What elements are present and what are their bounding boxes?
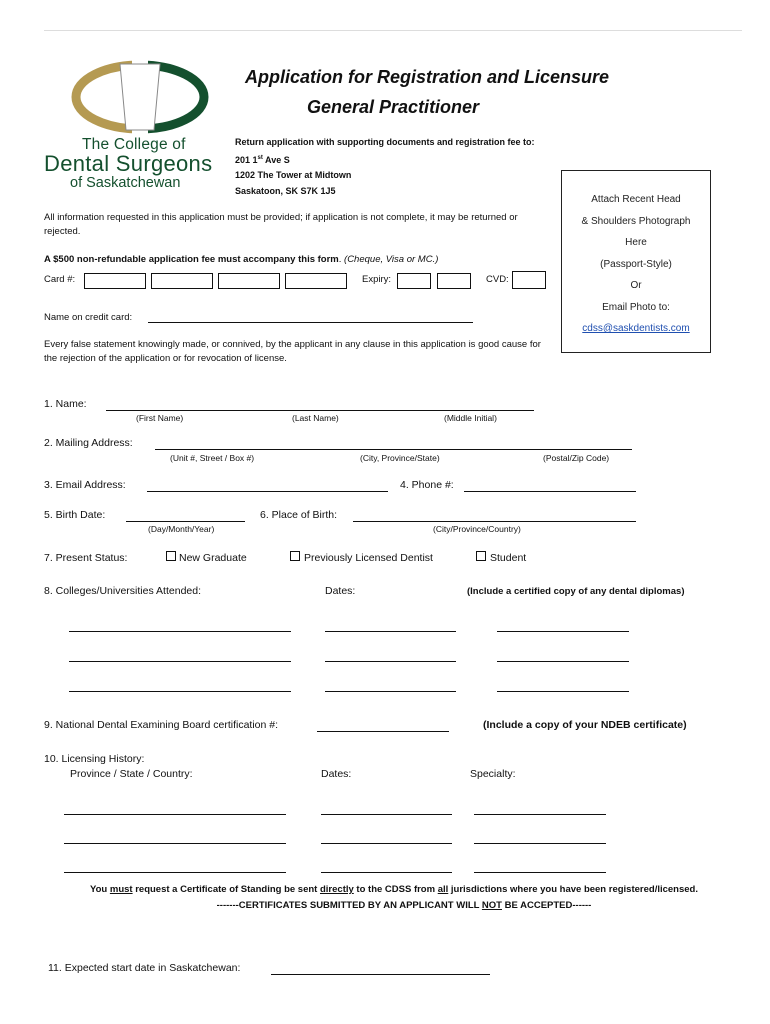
card-label: Card #: <box>44 274 76 285</box>
address-line3: Saskatoon, SK S7K 1J5 <box>235 185 336 196</box>
logo-text-line1: The College of <box>82 136 186 153</box>
top-rule <box>44 30 742 31</box>
licensing-dates-field[interactable] <box>321 872 452 873</box>
photo-box-line: Or <box>630 280 642 291</box>
q11-label: 11. Expected start date in Saskatchewan: <box>48 962 241 974</box>
q6-label: 6. Place of Birth: <box>260 509 338 521</box>
return-intro: Return application with supporting documents and registration fee to: <box>235 137 535 147</box>
college-field[interactable] <box>69 661 291 662</box>
q7-label: 7. Present Status: <box>44 552 128 564</box>
q10-specialty-label: Specialty: <box>470 768 516 780</box>
expiry-label: Expiry: <box>362 274 392 285</box>
college-extra-field[interactable] <box>497 631 629 632</box>
college-dates-field[interactable] <box>325 691 456 692</box>
card-number-box-1[interactable] <box>84 273 146 289</box>
email-link[interactable]: cdss@saskdentists.com <box>582 323 690 334</box>
name-on-card-field[interactable] <box>148 322 473 323</box>
licensing-specialty-field[interactable] <box>474 814 606 815</box>
photo-box-line: Attach Recent Head <box>591 194 681 205</box>
q8-dates-label: Dates: <box>325 585 356 597</box>
postal-code-caption: (Postal/Zip Code) <box>543 453 610 463</box>
photo-box-line: Here <box>625 237 647 248</box>
q2-label: 2. Mailing Address: <box>44 437 133 449</box>
licensing-specialty-field[interactable] <box>474 843 606 844</box>
licensing-dates-field[interactable] <box>321 843 452 844</box>
city-province-caption: (City, Province/State) <box>360 453 440 463</box>
photo-box-line: & Shoulders Photograph <box>581 215 691 227</box>
form-title: Application for Registration and Licensure <box>245 67 610 87</box>
licensing-province-field[interactable] <box>64 843 286 844</box>
unit-street-caption: (Unit #, Street / Box #) <box>170 453 255 463</box>
q8-label: 8. Colleges/Universities Attended: <box>44 585 202 597</box>
expiry-year-box[interactable] <box>437 273 471 289</box>
form-subtitle: General Practitioner <box>307 97 480 117</box>
return-address <box>235 135 535 199</box>
photo-box <box>561 170 711 353</box>
name-field[interactable] <box>106 410 534 411</box>
licensing-dates-field[interactable] <box>321 814 452 815</box>
q3-label: 3. Email Address: <box>44 479 126 491</box>
address-line1: 201 1st Ave S <box>235 154 290 165</box>
cvd-label: CVD: <box>486 274 509 285</box>
mailing-address-field[interactable] <box>155 449 632 450</box>
college-dates-field[interactable] <box>325 631 456 632</box>
place-of-birth-field[interactable] <box>353 521 636 522</box>
college-field[interactable] <box>69 631 291 632</box>
photo-box-line: Email Photo to: <box>602 301 670 313</box>
licensing-province-field[interactable] <box>64 814 286 815</box>
logo-text-line3: of Saskatchewan <box>70 175 181 191</box>
photo-box-line: (Passport-Style) <box>600 258 672 270</box>
student-checkbox[interactable] <box>476 551 486 561</box>
phone-field[interactable] <box>464 491 636 492</box>
college-field[interactable] <box>69 691 291 692</box>
middle-initial-caption: (Middle Initial) <box>444 413 497 423</box>
college-dates-field[interactable] <box>325 661 456 662</box>
last-name-caption: (Last Name) <box>292 413 339 423</box>
q9-label: 9. National Dental Examining Board certification #: <box>44 719 279 731</box>
q10-province-label: Province / State / Country: <box>70 768 193 780</box>
q5-label: 5. Birth Date: <box>44 509 106 521</box>
card-number-box-4[interactable] <box>285 273 347 289</box>
start-date-field[interactable] <box>271 974 490 975</box>
info-required-text: All information requested in this application must be provided; if application is not complete, it may be returned or rejected. <box>44 212 518 237</box>
birth-date-caption: (Day/Month/Year) <box>148 524 215 534</box>
college-extra-field[interactable] <box>497 691 629 692</box>
cvd-box[interactable] <box>512 271 546 289</box>
q10-label: 10. Licensing History: <box>44 753 145 765</box>
address-line2: 1202 The Tower at Midtown <box>235 170 352 180</box>
expiry-month-box[interactable] <box>397 273 431 289</box>
q8-note: (Include a certified copy of any dental diplomas) <box>467 586 685 597</box>
logo-text-line2: Dental Surgeons <box>44 151 213 176</box>
certificate-warning: -------CERTIFICATES SUBMITTED BY AN APPLICANT WILL NOT BE ACCEPTED------ <box>216 900 592 911</box>
college-logo-icon <box>70 58 210 136</box>
first-name-caption: (First Name) <box>136 413 184 423</box>
previously-licensed-label: Previously Licensed Dentist <box>304 552 433 564</box>
certificate-notice: You must request a Certificate of Standing be sent directly to the CDSS from all jurisdictions where you have been registered/licensed. <box>89 884 698 895</box>
q4-label: 4. Phone #: <box>400 479 454 491</box>
ndeb-field[interactable] <box>317 731 449 732</box>
card-number-box-2[interactable] <box>151 273 213 289</box>
new-graduate-label: New Graduate <box>179 552 247 564</box>
birth-date-field[interactable] <box>126 521 245 522</box>
new-graduate-checkbox[interactable] <box>166 551 176 561</box>
card-number-box-3[interactable] <box>218 273 280 289</box>
q10-dates-label: Dates: <box>321 768 352 780</box>
student-label: Student <box>490 552 527 564</box>
q9-note: (Include a copy of your NDEB certificate) <box>483 719 687 731</box>
previously-licensed-checkbox[interactable] <box>290 551 300 561</box>
place-of-birth-caption: (City/Province/Country) <box>433 524 521 534</box>
college-extra-field[interactable] <box>497 661 629 662</box>
licensing-specialty-field[interactable] <box>474 872 606 873</box>
licensing-province-field[interactable] <box>64 872 286 873</box>
false-statement-text: Every false statement knowingly made, or connived, by the applicant in any clause in this application is good cause for the rejection of the application or for revocation of license. <box>44 339 541 364</box>
fee-notice: A $500 non-refundable application fee must accompany this form. (Cheque, Visa or MC.) <box>44 254 439 265</box>
q1-label: 1. Name: <box>44 398 87 410</box>
email-address-field[interactable] <box>147 491 388 492</box>
name-on-card-label: Name on credit card: <box>44 312 133 323</box>
